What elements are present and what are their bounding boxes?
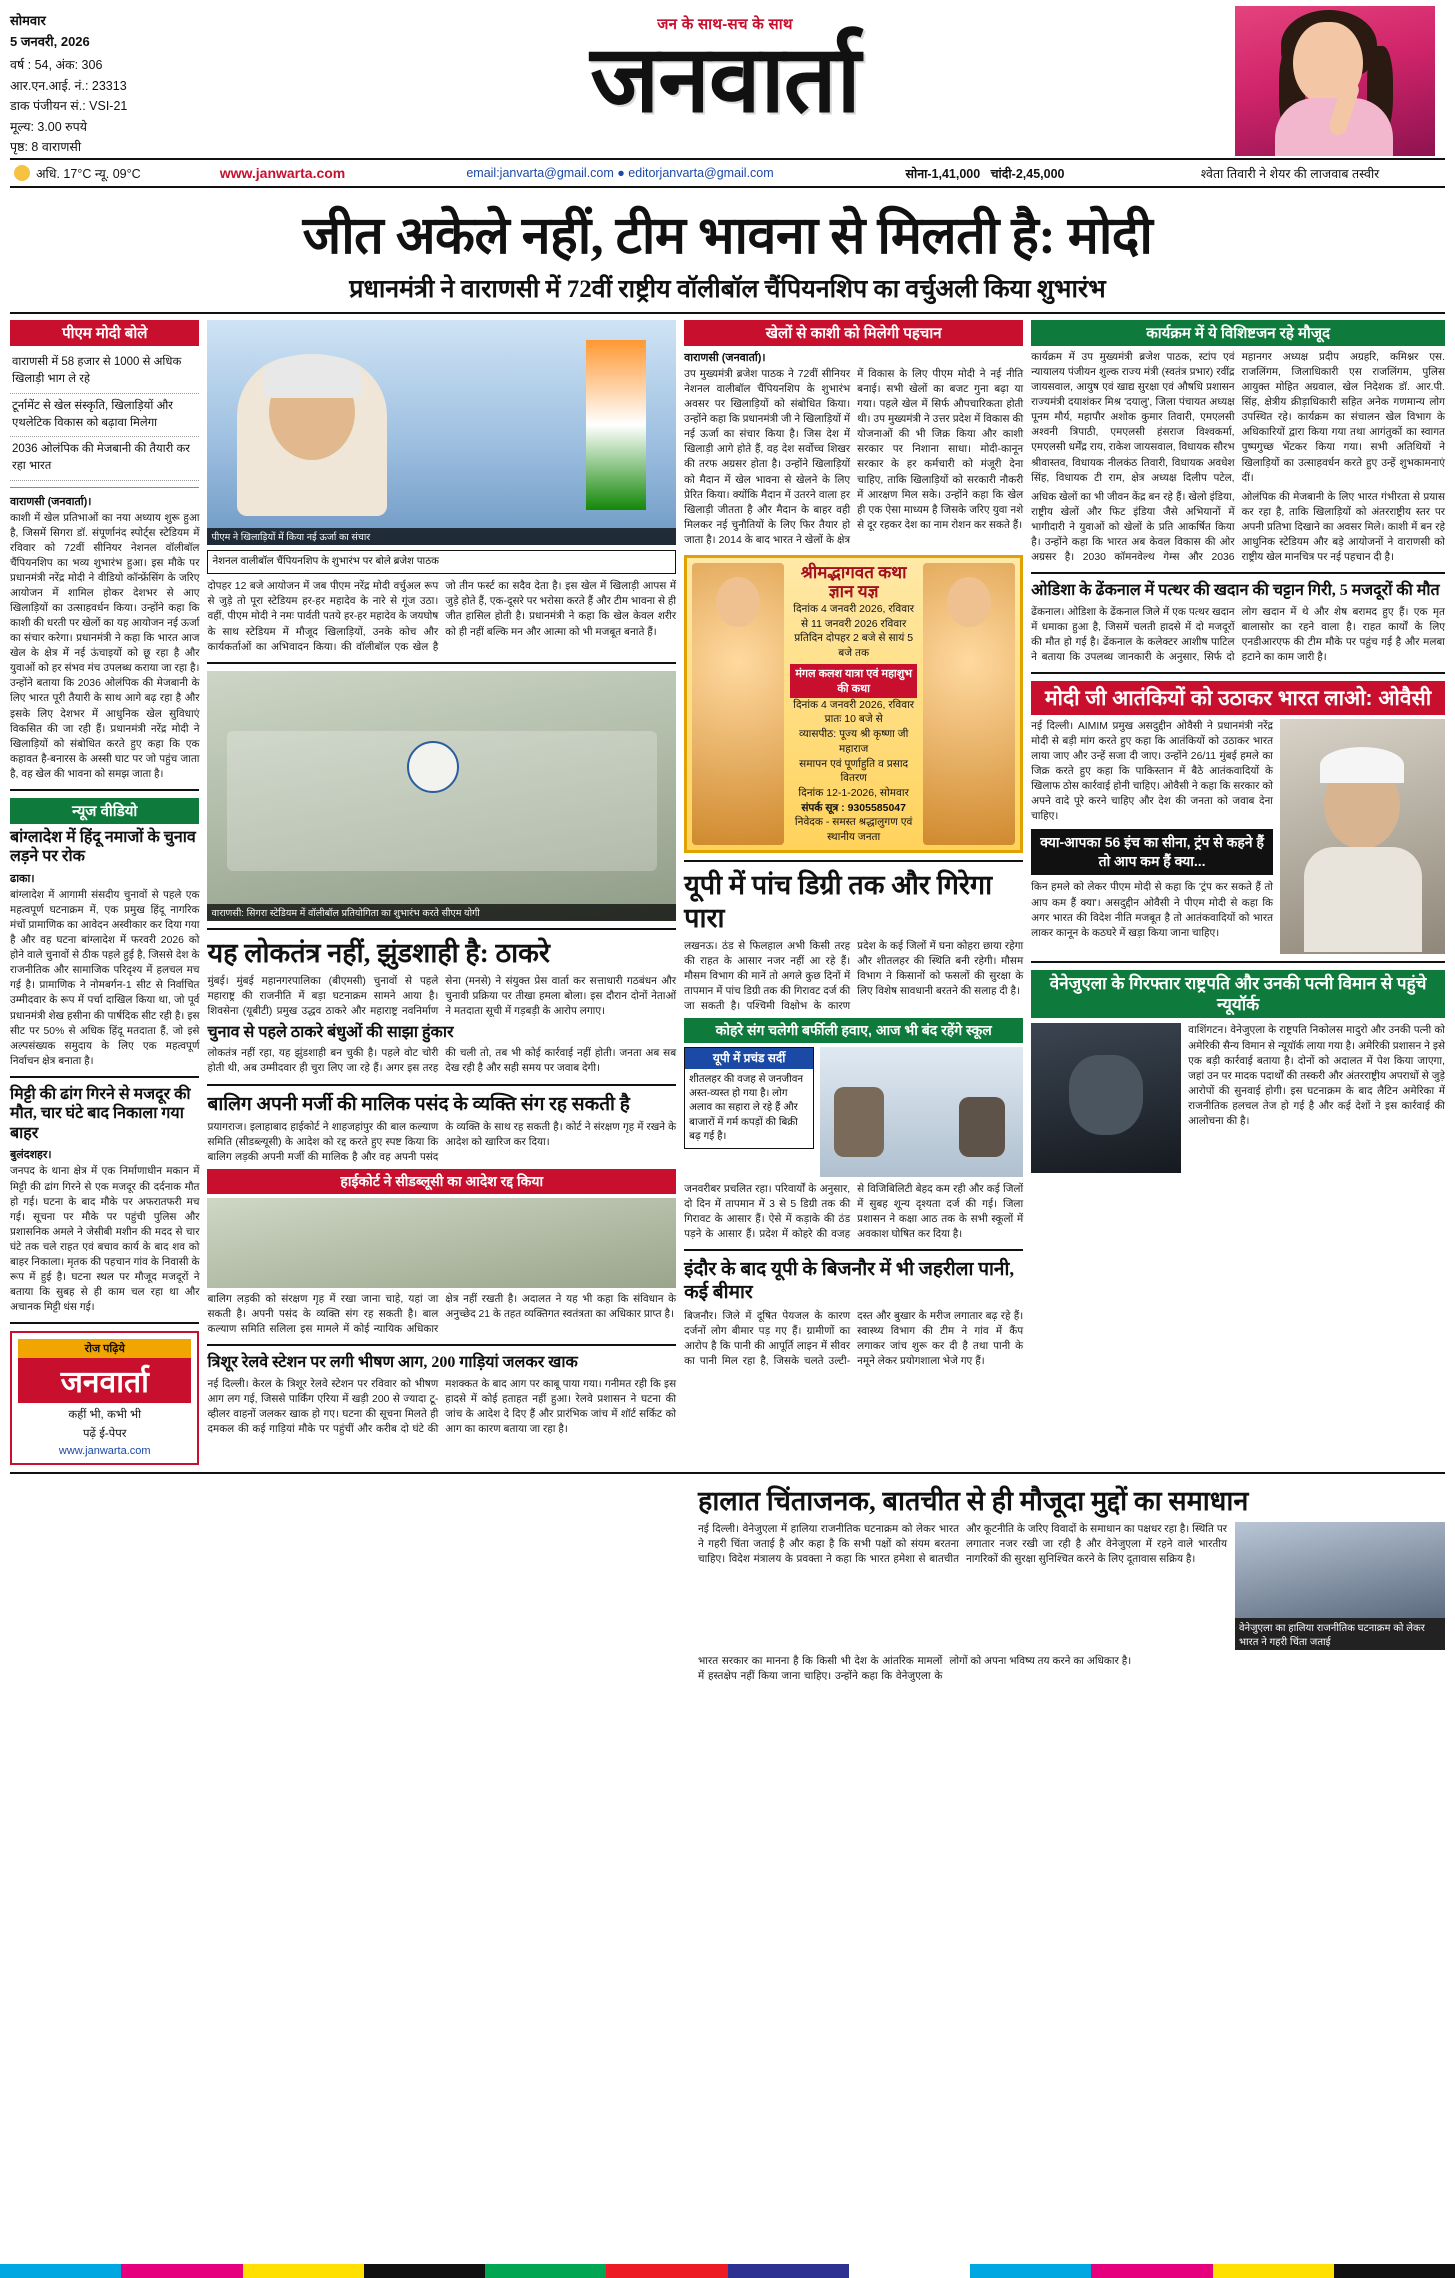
column-1 [10, 320, 199, 1465]
page-count: पृष्ठ: 8 वाराणसी [10, 140, 82, 155]
ad-line: दिनांक 4 जनवरी 2026, रविवार प्रातः 10 बजे से [793, 698, 915, 726]
venezuela-headline: वेनेजुएला के गिरफ्तार राष्ट्रपति और उनकी पत्नी विमान से पहुंचे न्यूयॉर्क [1031, 970, 1445, 1019]
story-body: लखनऊ। ठंड से फिलहाल अभी किसी तरह की राहत के आसार नजर नहीं आ रहे हैं। मौसम विभाग की मानें तो अगले कुछ दिनों में तापमान में पांच डिग्री तक की गिरावट दर्ज की जा सकती है। पश्चिमी विक्षोभ के कारण प्रदेश के कई जिलों में घना कोहरा छाया रहेगा और शीतलहर की स्थिति बनी रहेगी। मौसम विभाग ने किसानों को फसलों की सुरक्षा के लिए विशेष सावधानी बरतने की सलाह दी है। [684, 940, 1024, 1012]
epaper-ad-web[interactable]: www.janwarta.com [58, 1445, 151, 1458]
story-body: नई दिल्ली। केरल के त्रिशूर रेलवे स्टेशन पर रविवार को भीषण आग लग गई, जिससे पार्किंग एरिया में खड़ी 200 से ज्यादा टू-व्हीलर वाहनों जलकर खाक हो गए। घटना की सूचना मिलते ही दमकल की कई गाड़ियां मौके पर पहुंचीं और करीब दो घंटे की मशक्कत के बाद आग पर काबू पाया गया। गनीमत रही कि इस हादसे में कोई हताहत नहीं हुआ। रेलवे प्रशासन ने घटना की जांच के आदेश दे दिए हैं और प्रारंभिक जांच में शॉर्ट सर्किट को आग का कारण बताया जा रहा है। [207, 1378, 677, 1435]
ad-contact: संपर्क सूत्र : 9305585047 [801, 801, 906, 814]
weather-info [10, 165, 160, 182]
owaisi-quote: क्या-आपका 56 इंच का सीना, ट्रंप से कहने हैं तो आप कम हैं क्या... [1031, 829, 1273, 875]
story-body: जनपद के थाना क्षेत्र में एक निर्माणाधीन मकान में मिट्टी की ढांग गिरने से एक मजदूर की दर्दनाक मौत हो गई। घटना के बाद मौके पर अफरातफरी मच गई। सूचना पर मौके पर पहुंची पुलिस और प्रशासनिक अमले ने जेसीबी मशीन की मदद से चार घंटे तक चले राहत एवं बचाव कार्य के बाद शव को बाहर निकाला। मृतक की पहचान गांव के निवासी के रूप में हुई है। घटना स्थल पर मौजूद मजदूरों ने बताया कि सुबह से ही काम चल रहा था और अचानक मिट्टी धंस गई। [10, 1166, 200, 1314]
story-body: प्रयागराज। इलाहाबाद हाईकोर्ट ने शाहजहांपुर की बाल कल्याण समिति (सीडब्ल्यूसी) के आदेश को रद्द करते हुए स्पष्ट किया कि बालिग लड़की अपनी मर्जी की मालिक है और वह अपनी पसंद के व्यक्ति के साथ रह सकती है। कोर्ट ने संरक्षण गृह में रखने के आदेश को खारिज कर दिया। [207, 1121, 677, 1163]
saint-photo [692, 563, 784, 845]
publication-day: सोमवार [10, 13, 46, 28]
story-byline: ढाका। [10, 872, 35, 885]
bijnor-water-headline: इंदौर के बाद यूपी के बिजनौर में भी जहरीला पानी, कई बीमार [684, 1259, 1015, 1304]
labour-death-headline: मिट्टी की ढांग गिरने से मजदूर की मौत, चार घंटे बाद निकाला गया बाहर [10, 1085, 191, 1142]
bottom-section [10, 1481, 1445, 1684]
ad-line: व्यासपीठ: पूज्य श्री कृष्णा जी महाराज [798, 728, 909, 755]
epaper-ad-top: रोज पढ़िये [18, 1339, 191, 1358]
column-4 [1031, 320, 1445, 1465]
news-video-tag: न्यूज वीडियो [10, 798, 199, 824]
bullet-item: वाराणसी में 58 हजार से 1000 से अधिक खिलाड़ी भाग ले रहे [10, 350, 199, 394]
high-court-photo [207, 1198, 676, 1288]
masthead-title-area [215, 6, 1235, 156]
volleyball-inauguration-photo [207, 671, 676, 921]
celebrity-photo [1235, 6, 1435, 156]
story-body: बिजनौर। जिले में दूषित पेयजल के कारण दर्जनों लोग बीमार पड़ गए हैं। ग्रामीणों का आरोप है कि पानी की आपूर्ति लाइन में सीवर का पानी मिल रहा है, जिसके चलते उल्टी-दस्त और बुखार के मरीज लगातार बढ़ रहे हैं। स्वास्थ्य विभाग की टीम ने गांव में कैंप लगाकर जांच शुरू कर दी है तथा पानी के नमूने लेकर प्रयोगशाला भेजे गए हैं। [684, 1310, 1024, 1367]
story-body: नई दिल्ली। AIMIM प्रमुख असदुद्दीन ओवैसी ने प्रधानमंत्री नरेंद्र मोदी से बड़ी मांग करते हुए कहा कि आतंकियों को उठाकर भारत लाया जाए और उन्हें सजा दी जाए। उन्होंने 26/11 मुंबई हमले का जिक्र करते हुए कहा कि पाकिस्तान में बैठे आतंकवादियों के खिलाफ ठोस कार्रवाई होनी चाहिए। ओवैसी ने कहा कि सरकार को अपने वादे पूरे करने चाहिए और देश की जनता को जवाब देना चाहिए। [1031, 720, 1273, 823]
column-2 [207, 320, 676, 1465]
story-body: ढेंकनाल। ओडिशा के ढेंकनाल जिले में एक पत्थर खदान में धमाका हुआ है, जिसमें चलती हादसे में दो मजदूरों की मौत हो गई है। ढेंकनाल के कलेक्टर आशीष पाटिल ने बताया कि उपलब्ध जानकारी के अनुसार, सिर्फ दो लोग खदान में थे और शेष बरामद हुए हैं। एक मृत बालासोर का रहने वाला है। राहत कार्यों के लिए एनडीआरएफ की टीम मौके पर पहुंच गई है और मलबा हटाने का काम जारी है। [1031, 606, 1445, 663]
ad-line: दिनांक 12-1-2026, सोमवार [798, 786, 909, 799]
masthead-promo [1235, 6, 1445, 156]
masthead-title: जनवार्ता [590, 29, 860, 132]
trichur-fire-headline: त्रिशूर रेलवे स्टेशन पर लगी भीषण आग, 200 गाड़ियां जलकर खाक [207, 1354, 578, 1372]
ad-line: दिनांक 4 जनवरी 2026, रविवार से 11 जनवरी 2026 रविवार प्रतिदिन दोपहर 2 बजे से सायं 5 बजे तक [793, 603, 915, 660]
main-grid [10, 320, 1445, 1465]
story-body: लोकतंत्र नहीं रहा, यह झुंडशाही बन चुकी है। पहले वोट चोरी होती थी, अब उम्मीदवार ही चुरा लिए जा रहे हैं। अगर इस तरह की चली तो, तब भी कोई कार्रवाई नहीं होती। जनता अब सब देख रही है और सही समय पर जवाब देगी। [207, 1048, 677, 1075]
lead-subhead: प्रधानमंत्री ने वाराणसी में 72वीं राष्ट्रीय वॉलीबॉल चैंपियनशिप का वर्चुअली किया शुभारंभ [10, 271, 1445, 314]
rni-number: आर.एन.आई. नं.: 23313 [10, 78, 127, 93]
story-body: दोपहर 12 बजे आयोजन में जब पीएम नरेंद्र मोदी वर्चुअल रूप से जुड़े तो पूरा स्टेडियम हर-हर महादेव के नारे से गूंज उठा। वहीं, पीएम मोदी ने नमः पार्वती पतये हर-हर महादेव के जयघोष के साथ स्टेडियम में मौजूद खिलाड़ियों, उनके कोच और कार्यकर्ताओं का अभिवादन किया। की वॉलीबॉल एक खेल है जो तीन फर्स्ट का सदैव देता है। इस खेल में खिलाड़ी आपस में जुड़े होते हैं, एक-दूसरे पर भरोसा करते हैं और टीम भावना से ही जीत हासिल होती है। प्रधानमंत्री ने कहा कि खेल केवल शरीर को ही नहीं बल्कि मन और आत्मा को भी मजबूत बनाते हैं। [207, 581, 677, 653]
website-link[interactable]: www.janwarta.com [219, 165, 346, 181]
bottom-headline: हालात चिंताजनक, बातचीत से ही मौजूदा मुद्दों का समाधान [698, 1486, 1249, 1517]
owaisi-photo [1280, 719, 1445, 954]
masthead-meta [10, 6, 215, 156]
metal-rates [835, 165, 1135, 182]
story-body: वाशिंगटन। वेनेजुएला के राष्ट्रपति निकोलस मादुरो और उनकी पत्नी को अमेरिकी सैन्य विमान से न्यूयॉर्क लाया गया है। अमेरिकी प्रशासन ने इसे एक बड़ी कार्रवाई बताया है। दोनों को अदालत में पेश किया जाएगा, जहां उन पर मादक पदार्थों की तस्करी और अंतरराष्ट्रीय अपराधों से जुड़े आरोपों की सुनवाई होगी। इस घटनाक्रम के बाद लैटिन अमेरिका में राजनीतिक हलचल तेज हो गई है और कई देशों ने इस कार्रवाई की आलोचना की है। [1188, 1025, 1445, 1127]
fog-subhead: कोहरे संग चलेगी बर्फीली हवाए, आज भी बंद रहेंगे स्कूल [684, 1018, 1023, 1043]
deity-photo [923, 563, 1015, 845]
hc-ruling-subhead: हाईकोर्ट ने सीडब्लूसी का आदेश रद्द किया [207, 1169, 676, 1194]
bullet-item: टूर्नामेंट से खेल संस्कृति, खिलाड़ियों और एथलेटिक विकास को बढ़ावा मिलेगा [10, 394, 199, 438]
story-byline: बुलंदशहर। [10, 1149, 52, 1162]
promo-caption: श्वेता तिवारी ने शेयर की लाजवाब तस्वीर [1200, 166, 1380, 181]
cold-wave-box-text: शीतलहर की वजह से जनजीवन अस्त-व्यस्त हो गया है। लोग अलाव का सहारा ले रहे हैं और बाजारों में गर्म कपड़ों की बिक्री बढ़ गई है। [689, 1073, 804, 1142]
story-body: अधिक खेलों का भी जीवन केंद्र बन रहे हैं। खेलो इंडिया, राष्ट्रीय खेलों और फिट इंडिया जैसे अभियानों में भागीदारी ने युवाओं को खेलों के प्रति आकर्षित किया है। उन्होंने कहा कि भारत अब केवल विकास की ओर अग्रसर है। 2030 कॉमनवेल्थ गेम्स और 2036 ओलंपिक की मेजबानी के लिए भारत गंभीरता से प्रयास कर रहा है, ताकि खिलाड़ियों को अंतरराष्ट्रीय स्तर पर अपनी प्रतिभा दिखाने का अवसर मिले। काशी में बन रहे आधुनिक स्टेडियम और बड़े आयोजनों ने वाराणसी को राष्ट्रीय खेल मानचित्र पर नई पहचान दी है। [1031, 491, 1445, 564]
pm-modi-photo [207, 320, 676, 545]
dy-cm-kicker [207, 550, 676, 574]
story-byline: वाराणसी (जनवार्ता)। [684, 352, 766, 364]
story-body: किन हमले को लेकर पीएम मोदी से कहा कि 'ट्रंप कर सकते हैं तो आप कम हैं क्या'। असदुद्दीन ओवैसी ने पीएम मोदी से कहा कि अगर भारत की विदेश नीति मजबूत है तो आतंकवादियों को भारत लाकर कानून के कठघरे में खड़ा किया जाना चाहिए। [1031, 882, 1273, 939]
bangladesh-headline: बांग्लादेश में हिंदू नमाजों के चुनाव लड़ने पर रोक [10, 828, 196, 866]
column-3 [684, 320, 1023, 1465]
info-bar [10, 158, 1445, 188]
story-body: भारत सरकार का मानना है कि किसी भी देश के आंतरिक मामलों में हस्तक्षेप नहीं किया जाना चाहिए। उन्होंने कहा कि वेनेजुएला के लोगों को अपना भविष्य तय करने का अधिकार है। [698, 1656, 1132, 1683]
epaper-ad-tagline: कहीं भी, कभी भी [68, 1409, 142, 1422]
email-link[interactable]: email:janvarta@gmail.com ● editorjanvarta@gmail.com [466, 166, 774, 180]
story-body: उप मुख्यमंत्री ब्रजेश पाठक ने 72वीं सीनियर नेशनल वालीबॉल चैंपियनशिप के शुभारंभ अवसर पर खिलाड़ियों को संबोधित किया। उन्होंने कहा कि प्रधानमंत्री जी ने खिलाड़ियों में नई ऊर्जा का संचार किया है। जिस देश में खिलाड़ी आगे होते हैं, वह देश सर्वोच्च शिखर की तरफ अग्रसर होता है। उन्होंने खिलाड़ियों को मैदान में खेल भावना से खेलने के लिए प्रेरित किया। क्योंकि मैदान में उतरने वाला हर खिलाड़ी जीतता है और मैदान के बाहर वही मिलकर नई चुनौतियों के लिए फिर तैयार हो जाता है। 2014 के बाद भारत ने खेलों के क्षेत्र में विकास के लिए पीएम मोदी ने नई नीति बनाई। सभी खेलों का बजट गुना बढ़ा या गया। पहले खेल में सिर्फ औपचारिकता होती थी। उप मुख्यमंत्री ने उत्तर प्रदेश में विकास की योजनाओं की भी जिक्र किया और काशी सरकार पर निशाना साधा। मोदी-कानून सरकार के हर कर्मचारी को मंजूरी देना चाहिए, ताकि खिलाड़ियों को सरकारी नौकरी में आरक्षण मिल सके। उन्होंने कहा कि खेल ही एक ऐसा माध्यम है जिसके जरिए युवा नशे से दूर रहकर देश का नाम रोशन कर सकते हैं। [684, 369, 1024, 546]
publication-date: 5 जनवरी, 2026 [10, 34, 90, 50]
masthead-tagline: जन के साथ-सच के साथ [657, 16, 793, 33]
sun-icon [14, 165, 30, 181]
ad-title: श्रीमद्भागवत कथा ज्ञान यज्ञ [800, 562, 907, 602]
epaper-ad[interactable] [10, 1331, 199, 1465]
story-body: जनवरीबर प्रचलित रहा। परिवार्यों के अनुसार, दो दिन में तापमान में 3 से 5 डिग्री तक की गिरावट के आसार हैं। ऐसे में कड़ाके की ठंड पड़ने के आसार हैं। प्रदेश में कोहरे की वजह से विजिबिलिटी बेहद कम रही और कई जिलों में सुबह शून्य दृश्यता दर्ज की गई। जिला प्रशासन ने कक्षा आठ तक के सभी स्कूलों में अवकाश घोषित कर दिया है। [684, 1183, 1024, 1241]
bullet-item: 2036 ओलंपिक की मेजबानी की तैयारी कर रहा भारत [10, 437, 199, 481]
weather-headline: यूपी में पांच डिग्री तक और गिरेगा पारा [684, 869, 993, 933]
weather-text: अधि. 17°C न्यू. 09°C [36, 166, 141, 181]
pm-quote-box-title: पीएम मोदी बोले [10, 320, 199, 346]
gold-rate: सोना-1,41,000 [905, 166, 981, 181]
volume-issue: वर्ष : 54, अंक: 306 [10, 57, 103, 72]
kashi-sports-headline: खेलों से काशी को मिलेगी पहचान [684, 320, 1023, 346]
ad-signature: निवेदक - समस्त श्रद्धालुगण एवं स्थानीय जनता [794, 816, 913, 843]
thackeray-headline: यह लोकतंत्र नहीं, झुंडशाही है: ठाकरे [207, 937, 550, 968]
price: मूल्य: 3.00 रुपये [10, 119, 88, 134]
masthead [10, 6, 1445, 156]
story-body: कार्यक्रम में उप मुख्यमंत्री ब्रजेश पाठक, स्टांप एवं न्यायालय पंजीयन शुल्क राज्य मंत्री (स्वतंत्र प्रभार) रवींद्र जायसवाल, आयुष एवं खाद्य सुरक्षा एवं औषधि प्रशासन राज्यमंत्री दयाशंकर मिश्र 'दयालु', जिला पंचायत अध्यक्ष पूनम मौर्य, महापौर अशोक कुमार तिवारी, एमएलसी अश्वनी त्रिपाठी, एमएलसी हंसराज विश्वकर्मा, एमएलसी धर्मेंद्र राय, राकेश जायसवाल, विधायक सौरभ श्रीवास्तव, विधायक नीलकंठ तिवारी, विधायक अवधेश सिंह, विधायक टी राम, क्षेत्र अध्यक्ष दिलीप पटेल, महानगर अध्यक्ष प्रदीप अग्रहरि, कमिश्नर एस. राजलिंगम, जिलाधिकारी एस राजलिंगम, पुलिस आयुक्त मोहित अग्रवाल, खेल निदेशक डॉ. आर.पी. सिंह, क्षेत्रीय क्रीड़ाधिकारी सहित अनेक गणमान्य लोग उपस्थित रहे। कार्यक्रम का संचालन खेल विभाग के अधिकारियों द्वारा किया गया तथा आगंतुकों का स्वागत पुष्पगुच्छ भेंटकर किया गया। सभी अतिथियों ने खिलाड़ियों का उत्साहवर्धन करते हुए उन्हें शुभकामनाएं दीं। [1031, 352, 1445, 484]
ad-line: समापन एवं पूर्णाहुति व प्रसाद वितरण [799, 757, 909, 785]
epaper-ad-sub: पढ़ें ई-पेपर [83, 1428, 127, 1441]
odisha-quarry-headline: ओडिशा के ढेंकनाल में पत्थर की खदान की चट्टान गिरी, 5 मजदूरों की मौत [1031, 582, 1440, 600]
story-body: मुंबई। मुंबई महानगरपालिका (बीएमसी) चुनावों से पहले महाराष्ट्र की राजनीति में बड़ा घटनाक्रम सामने आया है। शिवसेना (यूबीटी) प्रमुख उद्धव ठाकरे और महाराष्ट्र नवनिर्माण सेना (मनसे) ने संयुक्त प्रेस वार्ता कर सत्ताधारी गठबंधन और चुनावी प्रक्रिया पर तीखा हमला बोला। इस दौरान दोनों नेताओं ने मतदाता सूची में गड़बड़ी के आरोप लगाए। [207, 975, 677, 1017]
story-body: बालिग लड़की को संरक्षण गृह में रखा जाना चाहे, यहां जा सकती है। अपनी पसंद के व्यक्ति संग रह सकती है। बाल कल्याण समिति सलिला इस मामले में कोई न्यायिक अधिकार क्षेत्र नहीं रखती है। अदालत ने यह भी कहा कि संविधान के अनुच्छेद 21 के तहत व्यक्तिगत स्वतंत्रता का अधिकार प्राप्त है। [207, 1293, 677, 1336]
lead-headline: जीत अकेले नहीं, टीम भावना से मिलती है: मोदी [302, 208, 1153, 265]
color-calibration-bars [0, 2264, 1455, 2278]
story-body: काशी में खेल प्रतिभाओं का नया अध्याय शुरू हुआ है, जिसमें सिगरा डॉ. संपूर्णानंद स्पोर्ट्स स्टेडियम में रविवार को 72वीं सीनियर नेशनल वॉलीबॉल चैंपियनशिप का भव्य शुभारंभ हुआ। इस मौके पर प्रधानमंत्री नरेंद्र मोदी ने वीडियो कॉन्फ्रेंसिंग के जरिए आयोजन में शामिल होकर देशभर से आए खिलाड़ियों का उत्साहवर्धन किया। उन्होंने कहा कि काशी की धरती पर खेलों का यह आयोजन नई ऊर्जा का संचार करेगा। प्रधानमंत्री ने कहा कि भारत आज खेल के क्षेत्र में नई ऊंचाइयों को छू रहा है और युवाओं को हर संभव मंच उपलब्ध कराया जा रहा है। उन्होंने बताया कि 2036 ओलंपिक की मेजबानी के लिए भारत पूरी तैयारी के साथ आगे बढ़ रहा है और इसके लिए देशभर में आधुनिक खेल सुविधाएं विकसित की जा रही हैं। प्रधानमंत्री नरेंद्र मोदी ने खिलाड़ियों को संबोधित करते हुए कहा कि एक कहावत है-बनारस के अस्सी घाट पर जो पहुंच जाता है, वह खेल की भावना को समझ जाता है। [10, 512, 200, 780]
epaper-ad-brand: जनवार्ता [18, 1358, 191, 1403]
bhagwat-katha-ad[interactable] [684, 555, 1023, 853]
military-photo [1031, 1023, 1181, 1173]
story-byline: वाराणसी (जनवार्ता)। [10, 495, 92, 508]
photo-caption: वाराणसी: सिगरा स्टेडियम में वॉलीबॉल प्रतियोगिता का शुभारंभ करते सीएम योगी [207, 904, 676, 921]
cold-wave-box-title: यूपी में प्रचंड सर्दी [685, 1048, 813, 1069]
ad-line: मंगल कलश यात्रा एवं महाशुभ की कथा [790, 664, 917, 698]
hc-ruling-headline: बालिग अपनी मर्जी की मालिक पसंद के व्यक्ति संग रह सकती है [207, 1093, 630, 1115]
cold-wave-box [684, 1047, 814, 1149]
venezuela-president-photo [1235, 1522, 1445, 1618]
photo-caption: वेनेजुएला का हालिया राजनीतिक घटनाक्रम को लेकर भारत ने गहरी चिंता जताई [1235, 1618, 1445, 1650]
story-body: नई दिल्ली। वेनेजुएला में हालिया राजनीतिक घटनाक्रम को लेकर भारत ने गहरी चिंता जताई है और कहा है कि सभी पक्षों को संयम बरतना चाहिए। विदेश मंत्रालय के प्रवक्ता ने कहा कि भारत हमेशा से बातचीत और कूटनीति के जरिए विवादों के समाधान का पक्षधर रहा है। स्थिति पर लगातार नजर रखी जा रही है और वेनेजुएला में रहने वाले भारतीय नागरिकों की सुरक्षा सुनिश्चित करने के लिए दूतावास सक्रिय है। [698, 1524, 1227, 1566]
silver-rate: चांदी-2,45,000 [990, 166, 1065, 181]
pm-quote-bullets [10, 350, 199, 481]
postal-reg: डाक पंजीयन सं.: VSI-21 [10, 99, 128, 114]
thackeray-sub-headline: चुनाव से पहले ठाकरे बंधुओं की साझा हुंकार [207, 1023, 454, 1041]
dignitaries-headline: कार्यक्रम में ये विशिष्टजन रहे मौजूद [1031, 320, 1445, 346]
kicker-text: नेशनल वालीबॉल चैंपियनशिप के शुभारंभ पर बोले ब्रजेश पाठक [212, 556, 439, 567]
story-body: बांग्लादेश में आगामी संसदीय चुनावों से पहले एक महत्वपूर्ण घटनाक्रम में, एक प्रमुख हिंदू नागरिक मंचों प्रामाणिक का आवेदन अस्वीकार कर दिया गया है और वह घटना बांग्लादेश में फरवरी 2026 को होने वाले चुनावों से ठीक पहले हुई है, जिससे देश के राजनीतिक और सामाजिक परिदृश्य में हलचल मच गई है। प्रामाणिक ने नोमबर्गन-1 सीट से निर्वाचित उम्मीदवार के रूप में पर्चा दाखिल किया था, जो पूर्व प्रधानमंत्री शेख हसीना की पार्षदिक सीट रही है। इस सीट पर 50% से अधिक हिंदू मतदाता हैं, जो इसे अल्पसंख्यक समुदाय के लिए एक महत्वपूर्ण निर्वाचन क्षेत्र बनाता है। [10, 889, 200, 1067]
photo-caption: पीएम ने खिलाड़ियों में किया नई ऊर्जा का संचार [207, 528, 676, 545]
owaisi-headline: मोदी जी आतंकियों को उठाकर भारत लाओ: ओवैसी [1031, 681, 1445, 715]
cold-weather-photo [820, 1047, 1023, 1177]
